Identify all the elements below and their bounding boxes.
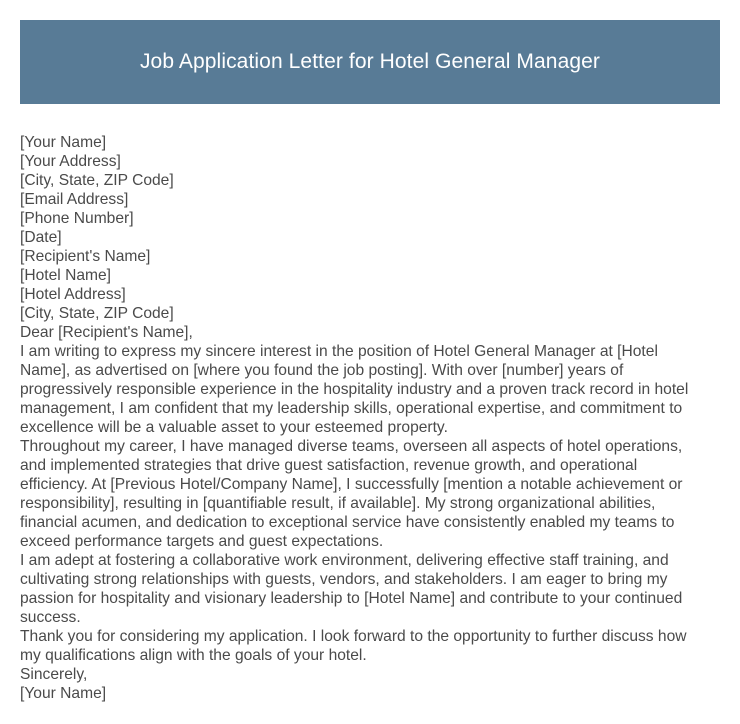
paragraph-thanks bbox=[20, 627, 720, 665]
paragraph-line: cultivating strong relationships with guests, vendors, and stakeholders. I am eager to bring my bbox=[20, 571, 668, 588]
letter-date: [Date] bbox=[20, 229, 62, 246]
sender-block bbox=[20, 133, 720, 228]
sender-city-state-zip: [City, State, ZIP Code] bbox=[20, 172, 174, 189]
recipient-hotel-address: [Hotel Address] bbox=[20, 286, 126, 303]
sender-address: [Your Address] bbox=[20, 153, 121, 170]
page-title: Job Application Letter for Hotel General Manager bbox=[139, 50, 601, 73]
paragraph-line: efficiency. At [Previous Hotel/Company Name], I successfully [mention a notable achievement or bbox=[20, 476, 683, 493]
paragraph-skills bbox=[20, 551, 720, 627]
paragraph-line: responsibility], resulting in [quantifiable result, if available]. My strong organizational abilities, bbox=[20, 495, 656, 512]
paragraph-line: I am writing to express my sincere interest in the position of Hotel General Manager at [Hotel bbox=[20, 343, 658, 360]
recipient-hotel-name: [Hotel Name] bbox=[20, 267, 111, 284]
sender-email: [Email Address] bbox=[20, 191, 129, 208]
paragraph-line: exceed performance targets and guest expectations. bbox=[20, 533, 384, 550]
paragraph-intro bbox=[20, 342, 720, 437]
paragraph-line: progressively responsible experience in the hospitality industry and a proven track record in hotel bbox=[20, 381, 689, 398]
paragraph-line: Name], as advertised on [where you found the job posting]. With over [number] years of bbox=[20, 362, 624, 379]
paragraph-line: management, I am confident that my leadership skills, operational expertise, and commitment to bbox=[20, 400, 683, 417]
signature: [Your Name] bbox=[20, 685, 107, 702]
paragraph-line: excellence will be a valuable asset to your esteemed property. bbox=[20, 419, 448, 436]
recipient-block bbox=[20, 247, 720, 323]
paragraph-line: and implemented strategies that drive guest satisfaction, revenue growth, and operational bbox=[20, 457, 638, 474]
paragraph-line: Thank you for considering my application. I look forward to the opportunity to further discuss how bbox=[20, 628, 687, 645]
paragraph-line: my qualifications align with the goals of your hotel. bbox=[20, 647, 367, 664]
paragraph-experience bbox=[20, 437, 720, 551]
recipient-city-state-zip: [City, State, ZIP Code] bbox=[20, 305, 174, 322]
paragraph-line: passion for hospitality and visionary leadership to [Hotel Name] and contribute to your continued bbox=[20, 590, 683, 607]
closing: Sincerely, bbox=[20, 666, 88, 683]
paragraph-line: Throughout my career, I have managed diverse teams, overseen all aspects of hotel operations, bbox=[20, 438, 683, 455]
paragraph-line: success. bbox=[20, 609, 81, 626]
paragraph-line: financial acumen, and dedication to exceptional service have consistently enabled my teams to bbox=[20, 514, 675, 531]
sender-name: [Your Name] bbox=[20, 134, 107, 151]
letter-body bbox=[20, 133, 720, 703]
recipient-name: [Recipient's Name] bbox=[20, 248, 151, 265]
paragraph-line: I am adept at fostering a collaborative work environment, delivering effective staff training, and bbox=[20, 552, 669, 569]
header-banner bbox=[20, 20, 720, 104]
sender-phone: [Phone Number] bbox=[20, 210, 134, 227]
salutation: Dear [Recipient's Name], bbox=[20, 324, 193, 341]
